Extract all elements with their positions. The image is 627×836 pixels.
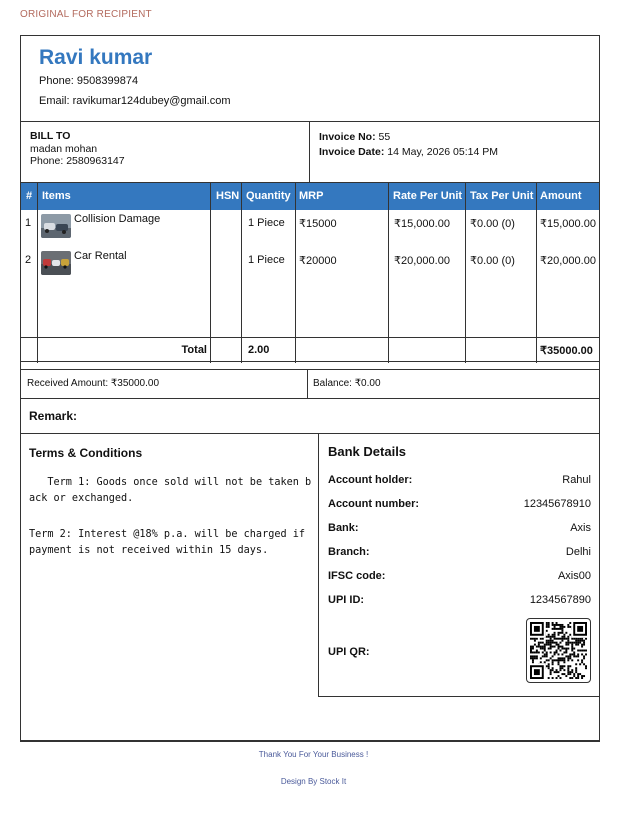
total-quantity: 2.00 [248,344,270,356]
invoice-date: 14 May, 2026 05:14 PM [387,146,498,158]
item-thumbnail [41,214,71,238]
item-tax: ₹0.00 (0) [470,218,515,230]
bank-details [318,434,599,697]
item-tax: ₹0.00 (0) [470,255,515,267]
bank-details-title: Bank Details [328,444,407,459]
column-divider [295,183,296,363]
col-header-amount: Amount [540,190,582,202]
ifsc-value: Axis00 [557,570,591,582]
payment-summary-row [20,370,600,399]
item-rate: ₹15,000.00 [394,218,450,230]
col-header-num: # [26,190,33,202]
bank-row [328,522,591,534]
branch-row [328,546,591,558]
total-row [21,337,599,362]
bill-to-section [21,122,310,182]
account-number-label: Account number: [328,498,420,510]
invoice-no-label: Invoice No: [319,131,376,143]
payment-section [20,369,600,741]
terms-title: Terms & Conditions [29,446,143,460]
item-thumbnail [41,251,71,275]
upi-id-value: 1234567890 [529,594,591,606]
account-number-row [328,498,591,510]
col-header-quantity: Quantity [246,190,291,202]
total-amount: ₹35000.00 [540,345,593,357]
upi-id-row [328,594,591,606]
original-for-recipient-note: ORIGINAL FOR RECIPIENT [20,9,152,20]
invoice-info [310,122,599,182]
total-label: Total [181,344,207,356]
invoice-date-label: Invoice Date: [319,146,385,158]
branch-label: Branch: [328,546,370,558]
col-header-rate: Rate Per Unit [393,190,463,202]
items-table-header [21,183,599,210]
term-2: Term 2: Interest @18% p.a. will be charged if payment is not received within 15 days. [29,529,312,556]
thank-you-note: Thank You For Your Business ! [258,750,369,759]
col-header-mrp: MRP [299,190,324,202]
term-1: Term 1: Goods once sold will not be taken back or exchanged. [29,477,312,504]
item-amount: ₹20,000.00 [540,255,596,267]
bill-to-label: BILL TO [30,130,71,142]
design-credit: Design By Stock It [280,777,347,786]
business-header [21,36,599,122]
upi-qr-label: UPI QR: [328,646,370,658]
remark-row [20,399,600,434]
item-mrp: ₹15000 [299,218,337,230]
row-num: 1 [25,217,32,229]
item-rate: ₹20,000.00 [394,255,450,267]
column-divider [465,183,466,363]
column-divider [388,183,389,363]
account-holder-label: Account holder: [328,474,413,486]
item-mrp: ₹20000 [299,255,337,267]
col-header-hsn: HSN [216,190,240,202]
section-bottom-border [20,741,600,742]
bank-label: Bank: [328,522,359,534]
business-phone: Phone: 9508399874 [39,75,139,87]
item-name: Collision Damage [74,213,161,225]
branch-value: Delhi [565,546,591,558]
column-divider [241,183,242,363]
item-amount: ₹15,000.00 [540,218,596,230]
col-header-items: Items [42,190,71,202]
ifsc-row [328,570,591,582]
item-name: Car Rental [74,250,127,262]
business-email: Email: ravikumar124dubey@gmail.com [39,95,231,107]
divider [307,370,308,398]
item-quantity: 1 Piece [248,254,285,266]
customer-name: madan mohan [30,142,98,155]
column-divider [37,183,38,363]
business-name: Ravi kumar [39,46,153,69]
column-divider [210,183,211,363]
column-divider [536,183,537,363]
bank-value: Axis [570,522,591,534]
ifsc-label: IFSC code: [328,570,386,582]
account-number-value: 12345678910 [523,498,591,510]
received-amount: Received Amount: ₹35000.00 [27,378,160,389]
section-left-border [20,370,21,742]
remark-label: Remark: [29,409,78,423]
col-header-tax: Tax Per Unit [470,190,534,202]
section-right-border [599,370,600,742]
balance-amount: Balance: ₹0.00 [313,378,381,389]
items-table [21,182,599,362]
account-holder-row [328,474,591,486]
upi-id-label: UPI ID: [328,594,365,606]
row-num: 2 [25,254,32,266]
customer-phone: Phone: 2580963147 [30,155,125,167]
upi-qr-code [526,618,591,683]
account-holder-value: Rahul [562,474,591,486]
invoice-no: 55 [378,131,391,143]
item-quantity: 1 Piece [248,217,285,229]
